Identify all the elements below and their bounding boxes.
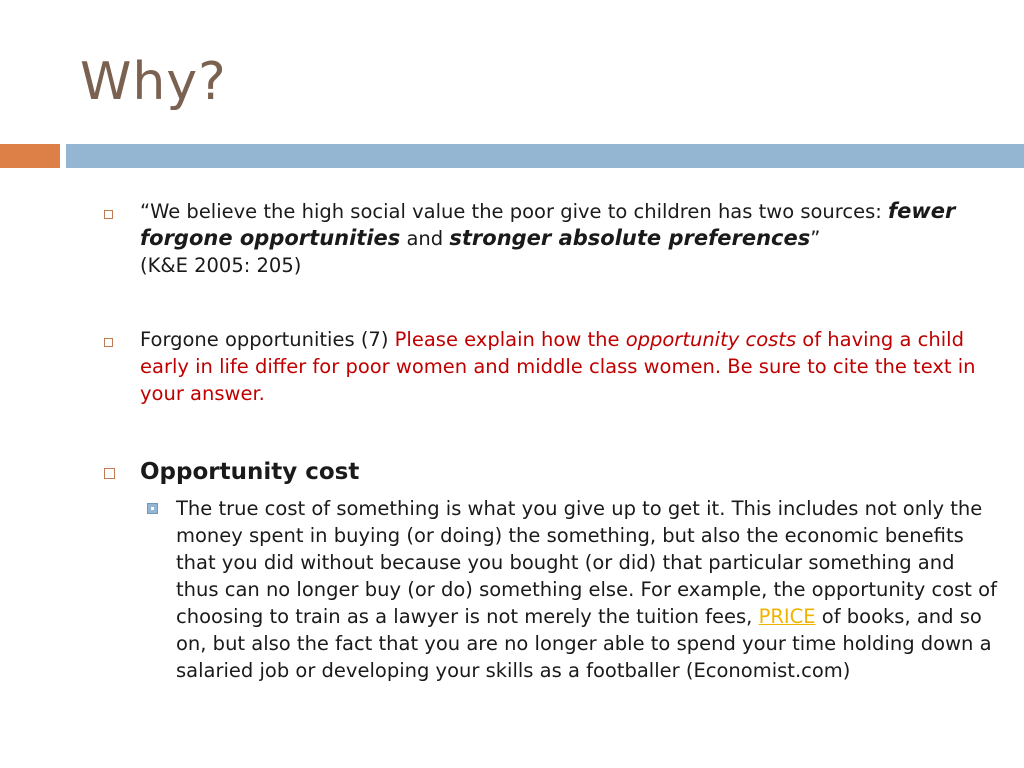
- prompt-text-a: Please explain how the: [394, 328, 626, 351]
- filled-square-bullet-icon: [147, 503, 158, 514]
- title-accent-bar-blue: [66, 144, 1024, 168]
- quote-citation: (K&E 2005: 205): [140, 254, 302, 277]
- forgone-lead: Forgone opportunities (7): [140, 328, 395, 351]
- bullet-opportunity-cost: [100, 457, 1000, 487]
- square-bullet-icon: [104, 338, 113, 347]
- bullet-forgone: [100, 326, 1000, 407]
- opportunity-cost-heading: Opportunity cost: [140, 459, 360, 485]
- title-accent-bar-orange: [0, 144, 60, 168]
- quote-term-forgone: fewer forgone opportunities: [140, 199, 956, 250]
- sub-bullet-definition: [140, 495, 1000, 684]
- slide-title: Why?: [80, 52, 227, 112]
- quote-close: ”: [810, 227, 821, 250]
- prompt-text-b: of having a child early in life differ for poor women and middle class women. Be sure to cite the text in your answer.: [140, 328, 976, 405]
- slide-body: [100, 198, 1000, 684]
- quote-text: “We believe the high social value the poor give to children has two sources:: [140, 200, 889, 223]
- definition-text-a: The true cost of something is what you give up to get it. This includes not only the money spent in buying (or doing) the something, but also the economic benefits that you did without because you bought (or did) that particular something and thus can no longer buy (or do) something else. For example, the opportunity cost of choosing to train as a lawyer is not merely the tuition fees,: [176, 497, 997, 628]
- definition-text-b: of books, and so on, but also the fact that you are no longer able to spend your time holding down a salaried job or developing your skills as a footballer (Economist.com): [176, 605, 992, 682]
- quote-term-preferences: stronger absolute preferences: [449, 226, 811, 250]
- bullet-quote: [100, 198, 1000, 279]
- square-bullet-icon: [104, 210, 113, 219]
- prompt-opportunity-costs: opportunity costs: [625, 328, 797, 351]
- price-link[interactable]: PRICE: [758, 605, 816, 628]
- square-bullet-icon: [104, 468, 115, 479]
- quote-and: and: [400, 227, 450, 250]
